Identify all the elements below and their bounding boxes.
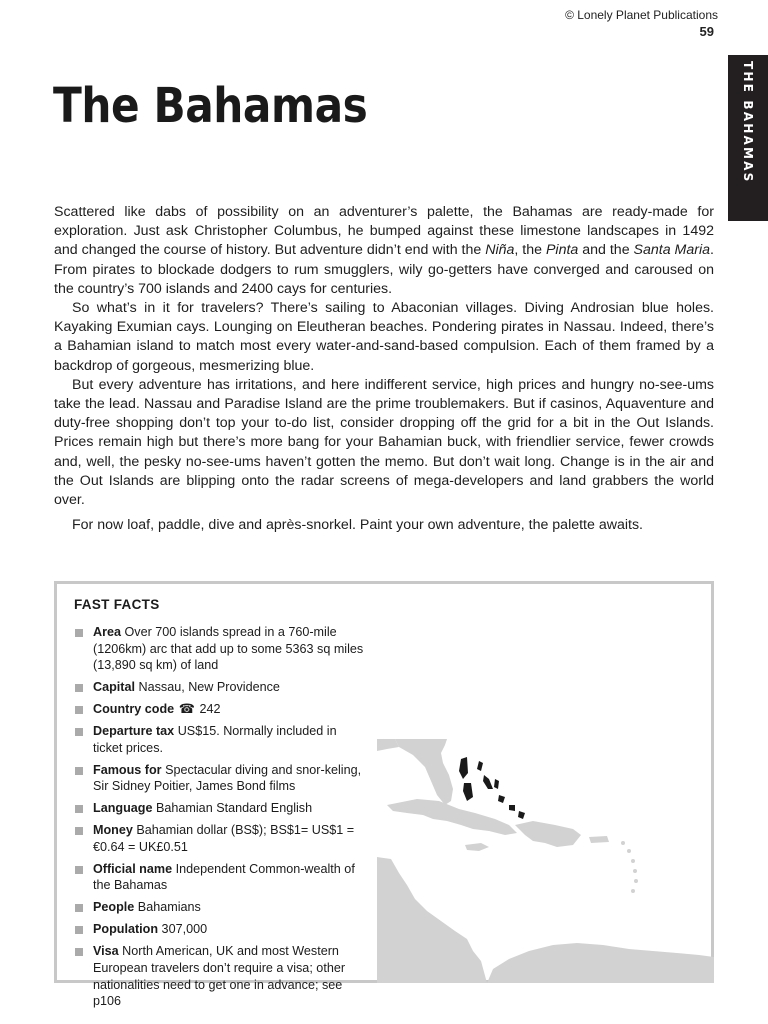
map-gulf-coast (377, 739, 399, 751)
copyright-notice: © Lonely Planet Publications (565, 8, 718, 22)
fact-item (74, 679, 369, 696)
italic-text: Santa Maria (633, 242, 711, 259)
square-bullet-icon (75, 948, 83, 956)
fact-value: Over 700 islands spread in a 760-mile (1206km) arc that add up to some 5363 sq miles (13,890 sq km) of land (93, 625, 364, 673)
fact-value: Bahamians (134, 900, 201, 915)
fact-label: Capital (93, 680, 135, 695)
fast-facts-title: FAST FACTS (74, 597, 160, 612)
square-bullet-icon (75, 904, 83, 912)
square-bullet-icon (75, 706, 83, 714)
paragraph-text: and the (578, 242, 634, 259)
fact-value: North American, UK and most Western European travelers don’t require a visa; other nationalities need to get one in advance; see p106 (93, 944, 346, 1009)
chapter-side-tab (728, 55, 768, 221)
italic-text: Pinta (545, 242, 579, 259)
intro-paragraph (54, 516, 714, 535)
fact-value: 307,000 (158, 922, 208, 937)
chapter-side-tab-label: THE BAHAMAS (741, 61, 755, 184)
square-bullet-icon (75, 926, 83, 934)
square-bullet-icon (75, 728, 83, 736)
square-bullet-icon (75, 805, 83, 813)
map-hispaniola (515, 821, 581, 847)
fact-item (74, 861, 369, 894)
fact-item (74, 701, 369, 718)
fact-value: Independent Common-wealth of the Bahamas (93, 861, 355, 893)
map-central-america (377, 857, 487, 983)
square-bullet-icon (75, 866, 83, 874)
paragraph-text: , the (514, 242, 546, 259)
caribbean-map (377, 739, 714, 983)
fact-label: Country code (93, 702, 175, 717)
fact-value: US$15. Normally included in ticket prices. (93, 724, 337, 755)
map-cuba (387, 799, 517, 835)
intro-paragraph (54, 299, 714, 376)
fact-value: Spectacular diving and snor-keling, Sir Sidney Poitier, James Bond films (93, 762, 362, 794)
fact-item (74, 762, 369, 795)
map-jamaica (465, 843, 489, 851)
square-bullet-icon (75, 767, 83, 775)
fact-label: Visa (93, 944, 119, 959)
paragraph-text: But every adventure has irritations, and here indifferent service, high prices and hungry no-see-ums take the lead. Nassau and Paradise Island are the prime troublemakers. But if casinos, Aquaventure and duty-free shopping don’t top your to-do list, consider dropping off the grid for a bit in the Out Islands. Prices remain high but there’s more bang for your Bahamian buck, with friendlier service, fewer crowds and, well, the pesky no-see-ums haven’t gotten the memo. But don’t wait long. Change is in the air and the Out Islands are blipping onto the radar screens of mega-developers and land grabbers the world over. (54, 376, 714, 509)
paragraph-text: So what’s in it for travelers? There’s sailing to Abaconian villages. Diving Androsian blue holes. Kayaking Exumian cays. Lounging on Eleutheran beaches. Pondering pirates in Nassau. Indeed, there’s a Bahamian island to match most every water-and-sand-based compulsion. Each of them framed by a backdrop of gorgeous, mesmerizing blue. (54, 300, 714, 374)
intro-text (54, 203, 714, 535)
fact-label: Language (93, 801, 153, 816)
paragraph-text: . From pirates to blockade dodgers to rum smugglers, wily go-getters have converged and caroused on the country’s 700 islands and 2400 cays for centuries. (54, 242, 714, 297)
fact-label: Area (93, 625, 122, 639)
fact-item (74, 822, 369, 855)
map-south-america (487, 943, 714, 983)
map-lesser-antilles (621, 841, 638, 893)
fact-label: Famous for (93, 762, 162, 777)
fact-label: People (93, 900, 135, 915)
paragraph-text: Scattered like dabs of possibility on an adventurer’s palette, the Bahamas are ready-made for exploration. Just ask Christopher Columbus, he bumped against these limestone landscapes in 1492 and changed the course of history. But adventure didn’t end with the (54, 204, 714, 259)
fact-label: Departure tax (93, 724, 175, 739)
fact-item (74, 624, 369, 674)
fact-value: Bahamian Standard English (152, 801, 313, 816)
fast-facts-list (74, 624, 369, 1015)
square-bullet-icon (75, 629, 83, 637)
square-bullet-icon (75, 684, 83, 692)
italic-text: Niña (485, 242, 515, 259)
fact-label: Population (93, 922, 159, 937)
fact-label: Money (93, 823, 133, 838)
page-number: 59 (699, 24, 714, 39)
phone-icon: ☎ (175, 701, 195, 717)
paragraph-text: For now loaf, paddle, dive and après-snorkel. Paint your own adventure, the palette awaits. (72, 517, 643, 534)
page-title: The Bahamas (53, 78, 368, 134)
fact-label: Official name (93, 861, 173, 876)
square-bullet-icon (75, 827, 83, 835)
fact-item (74, 921, 369, 938)
fact-item (74, 723, 369, 756)
intro-paragraph (54, 376, 714, 510)
fact-item (74, 899, 369, 916)
fact-item (74, 800, 369, 817)
fast-facts-box (54, 581, 714, 1009)
fact-value: Bahamian dollar (BS$); BS$1= US$1 = €0.64 = UK£0.51 (93, 823, 355, 854)
fact-value: 242 (195, 702, 221, 717)
map-florida (395, 739, 453, 805)
fact-value: Nassau, New Providence (135, 680, 280, 695)
fact-item (74, 943, 369, 1009)
map-puerto-rico (589, 836, 609, 843)
intro-paragraph (54, 203, 714, 299)
